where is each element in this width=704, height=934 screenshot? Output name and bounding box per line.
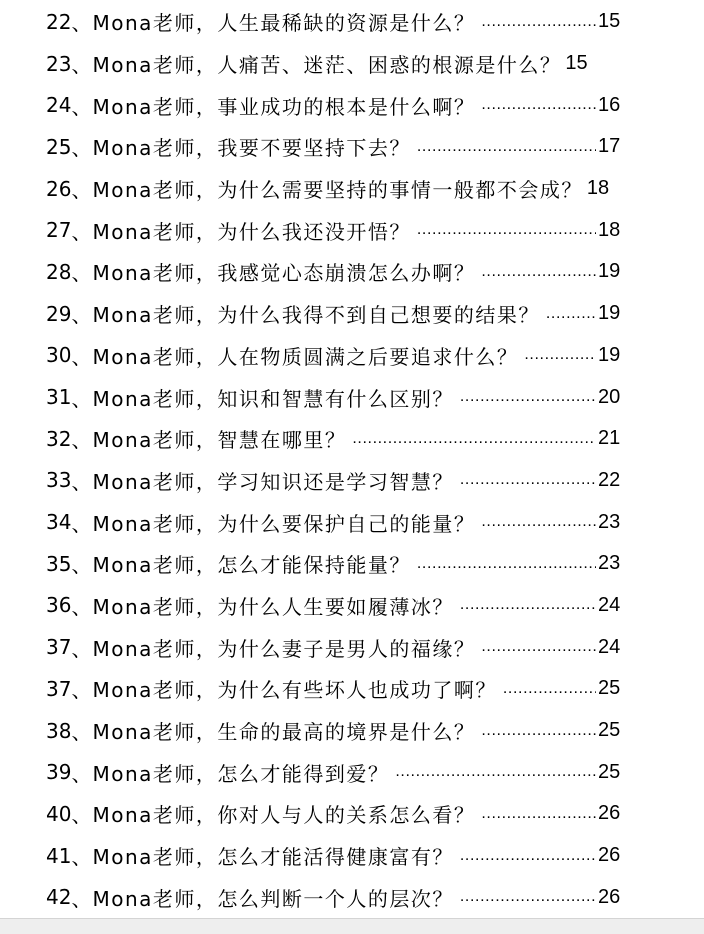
dot-leader [417,137,596,157]
toc-entry-number: 37 [46,635,72,660]
toc-entry[interactable] [46,668,686,710]
toc-entry-separator: 、 [71,53,92,78]
dot-leader [460,846,596,866]
toc-entry[interactable] [46,335,686,377]
toc-entry-number: 40 [46,801,72,826]
toc-entry[interactable] [46,84,686,126]
toc-entry-page: 15 [598,10,621,33]
toc-entry[interactable] [46,751,686,793]
toc-entry-separator: 、 [71,594,92,619]
toc-entry-page: 22 [598,468,621,491]
toc-entry-title: Mona老师，为什么有些坏人也成功了啊？ [92,678,497,703]
dot-leader [481,12,596,32]
toc-entry[interactable] [46,710,686,752]
toc-entry-title: Mona老师，我要不要坚持下去？ [92,136,411,161]
toc-entry-number: 30 [46,343,72,368]
toc-entry-title: Mona老师，为什么我得不到自己想要的结果？ [92,303,540,328]
dot-leader [481,804,596,824]
toc-entry-title: Mona老师，生命的最高的境界是什么？ [92,720,476,745]
toc-entry[interactable] [46,126,686,168]
toc-entry-title: Mona老师，我感觉心态崩溃怎么办啊？ [92,261,476,286]
toc-entry-title: Mona老师，人生最稀缺的资源是什么？ [92,11,476,36]
toc-entry-title: Mona老师，怎么才能保持能量？ [92,553,411,578]
toc-entry-title: Mona老师，人痛苦、迷茫、困惑的根源是什么？ [92,53,562,78]
toc-entry-page: 23 [598,510,621,533]
toc-entry[interactable] [46,626,686,668]
toc-entry-page: 18 [598,218,621,241]
toc-entry-separator: 、 [71,261,92,286]
toc-entry-separator: 、 [71,803,92,828]
toc-entry-title: Mona老师，为什么我还没开悟？ [92,219,411,244]
toc-entry-number: 28 [46,259,72,284]
toc-entry-separator: 、 [71,428,92,453]
toc-entry-number: 34 [46,510,72,535]
toc-entry-page: 18 [586,177,610,200]
dot-leader [481,637,596,657]
toc-entry-page: 26 [598,802,621,825]
dot-leader [503,679,596,699]
toc-entry-page: 26 [598,844,621,867]
toc-entry-title: Mona老师，人在物质圆满之后要追求什么？ [92,344,519,369]
dot-leader [481,721,596,741]
toc-entry-number: 26 [46,176,72,201]
toc-entry-number: 25 [46,134,72,159]
dot-leader [417,220,596,240]
toc-entry-separator: 、 [71,219,92,244]
toc-entry-separator: 、 [71,886,92,911]
toc-list [46,0,686,918]
toc-entry[interactable] [46,1,686,43]
toc-entry-title: Mona老师，怎么判断一个人的层次？ [92,886,454,911]
toc-entry-title: Mona老师，学习知识还是学习智慧？ [92,469,454,494]
toc-entry-title: Mona老师，怎么才能活得健康富有？ [92,845,454,870]
toc-entry[interactable] [46,585,686,627]
toc-entry-page: 20 [598,385,621,408]
toc-entry[interactable] [46,543,686,585]
toc-entry-number: 27 [46,218,72,243]
toc-entry-title: Mona老师，事业成功的根本是什么啊？ [92,94,476,119]
toc-entry-number: 29 [46,301,72,326]
dot-leader [460,387,596,407]
toc-entry-separator: 、 [71,845,92,870]
toc-entry-number: 24 [46,93,72,118]
toc-entry-separator: 、 [71,553,92,578]
toc-entry-separator: 、 [71,720,92,745]
toc-entry-page: 16 [598,93,621,116]
toc-entry-separator: 、 [71,344,92,369]
toc-entry-page: 24 [598,593,621,616]
toc-entry-number: 33 [46,468,72,493]
toc-entry-page: 21 [598,427,621,450]
toc-entry-number: 32 [46,426,72,451]
toc-entry-separator: 、 [71,11,92,36]
toc-entry-page: 19 [598,260,621,283]
toc-entry[interactable] [46,501,686,543]
toc-entry-page: 19 [598,302,621,325]
dot-leader [546,304,596,324]
toc-entry[interactable] [46,876,686,918]
toc-entry[interactable] [46,460,686,502]
dot-leader [481,512,596,532]
toc-entry-title: Mona老师，为什么要保护自己的能量？ [92,511,476,536]
dot-leader [460,595,596,615]
toc-entry-number: 22 [46,9,72,34]
toc-entry[interactable] [46,293,686,335]
dot-leader [524,345,596,365]
dot-leader [460,470,596,490]
toc-entry[interactable] [46,376,686,418]
toc-entry[interactable] [46,835,686,877]
toc-entry[interactable] [46,168,686,210]
toc-entry-title: Mona老师，知识和智慧有什么区别？ [92,386,454,411]
toc-entry-separator: 、 [71,94,92,119]
toc-entry-separator: 、 [71,636,92,661]
dot-leader [460,887,596,907]
toc-entry-number: 39 [46,760,72,785]
toc-entry[interactable] [46,418,686,460]
toc-entry[interactable] [46,209,686,251]
toc-entry-page: 25 [598,760,621,783]
page-bottom-edge [0,918,704,934]
toc-entry-separator: 、 [71,761,92,786]
toc-entry-title: Mona老师，为什么需要坚持的事情一般都不会成？ [92,178,583,203]
toc-entry-number: 38 [46,718,72,743]
toc-entry-number: 41 [46,843,72,868]
toc-entry-separator: 、 [71,469,92,494]
toc-entry-number: 31 [46,385,72,410]
toc-entry-number: 23 [46,51,72,76]
toc-entry-number: 35 [46,551,72,576]
toc-entry-page: 19 [598,343,621,366]
dot-leader [417,554,596,574]
dot-leader [481,262,596,282]
dot-leader [395,762,596,782]
toc-entry-page: 25 [598,719,621,742]
toc-entry-title: Mona老师，智慧在哪里？ [92,428,347,453]
toc-entry-number: 37 [46,676,72,701]
toc-entry-title: Mona老师，为什么妻子是男人的福缘？ [92,636,476,661]
toc-entry-page: 15 [565,52,588,75]
toc-entry-page: 23 [598,552,621,575]
toc-entry[interactable] [46,251,686,293]
toc-entry-separator: 、 [71,178,92,203]
toc-entry-title: Mona老师，你对人与人的关系怎么看？ [92,803,476,828]
toc-entry-number: 42 [46,885,72,910]
toc-entry[interactable] [46,43,686,85]
toc-entry-separator: 、 [71,136,92,161]
toc-entry[interactable] [46,793,686,835]
toc-entry-number: 36 [46,593,72,618]
toc-entry-title: Mona老师，怎么才能得到爱？ [92,761,390,786]
toc-entry-page: 25 [598,677,621,700]
toc-entry-separator: 、 [71,511,92,536]
toc-entry-page: 24 [598,635,621,658]
dot-leader [481,95,596,115]
toc-entry-separator: 、 [71,386,92,411]
toc-entry-title: Mona老师，为什么人生要如履薄冰？ [92,594,454,619]
toc-entry-page: 26 [598,885,621,908]
toc-entry-separator: 、 [71,678,92,703]
toc-entry-separator: 、 [71,303,92,328]
dot-leader [352,429,596,449]
toc-entry-page: 17 [598,135,621,158]
